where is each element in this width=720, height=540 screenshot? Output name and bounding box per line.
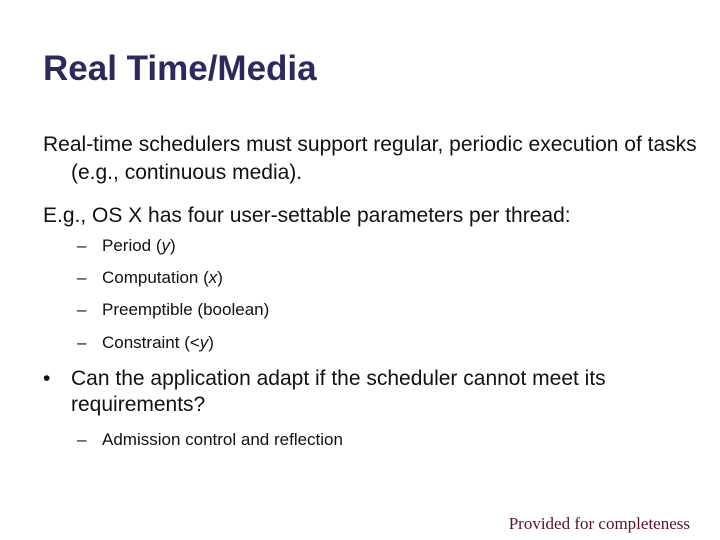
param-item-period: [77, 235, 176, 257]
param-item-computation: [77, 267, 223, 289]
paragraph-osx-parameters: E.g., OS X has four user-settable parameters per thread:: [43, 204, 571, 227]
dash-marker: –: [77, 300, 87, 319]
bullet-text: Can the application adapt if the scheduler cannot meet its requirements?: [71, 367, 606, 416]
sub-bullet-text: Admission control and reflection: [102, 430, 343, 449]
param-label: Computation (: [102, 268, 209, 287]
param-close: ): [170, 236, 176, 255]
param-close: ): [217, 268, 223, 287]
param-label: Preemptible (boolean): [102, 300, 270, 319]
param-label: Constraint (<: [102, 333, 200, 352]
param-close: ): [208, 333, 214, 352]
param-variable: y: [199, 333, 209, 352]
dash-marker: –: [77, 430, 87, 449]
param-item-preemptible: [77, 299, 269, 321]
param-variable: y: [161, 236, 171, 255]
paragraph-realtime: Real-time schedulers must support regular, periodic execution of tasks (e.g., continuous media).: [43, 133, 697, 184]
slide-title: Real Time/Media: [43, 49, 317, 88]
bullet-dot-icon: •: [43, 367, 51, 390]
dash-marker: –: [77, 268, 87, 287]
param-variable: x: [208, 268, 218, 287]
param-label: Period (: [102, 236, 162, 255]
bullet-adapt: [43, 366, 663, 418]
sub-bullet-admission: [77, 429, 343, 451]
dash-marker: –: [77, 333, 87, 352]
param-item-constraint: [77, 332, 214, 354]
footer-note: Provided for completeness: [508, 514, 690, 533]
dash-marker: –: [77, 236, 87, 255]
